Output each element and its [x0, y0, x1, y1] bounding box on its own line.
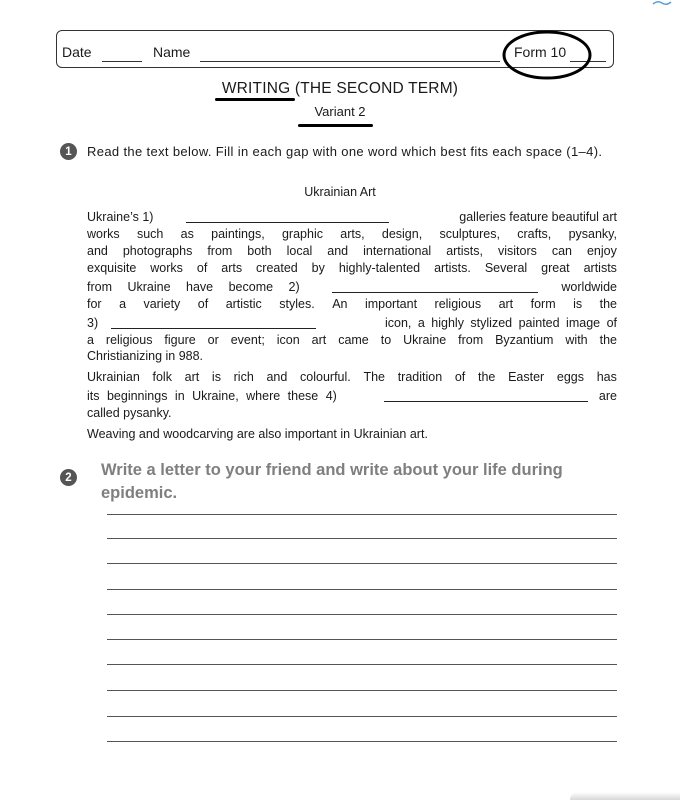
word: artistic [225, 297, 262, 311]
word: Ukrainian [87, 370, 140, 384]
variant-underline-annotation [298, 124, 373, 127]
date-label: Date [62, 44, 92, 60]
word: arts, [340, 227, 365, 241]
gap-2[interactable] [332, 281, 538, 293]
word: as [180, 227, 194, 241]
word: highly-talented [338, 261, 421, 275]
word: with [565, 333, 588, 347]
word: icon [276, 333, 300, 347]
word: for [87, 297, 102, 311]
word: artists. [434, 261, 471, 275]
task-2-instruction: Write a letter to your friend and write about your life during epidemic. [101, 461, 563, 502]
date-field[interactable] [102, 61, 142, 62]
word: of [454, 370, 466, 384]
text-line: called pysanky. [87, 406, 172, 420]
word: visitors [497, 244, 537, 258]
word: a [119, 297, 127, 311]
word: Several [484, 261, 528, 275]
writing-line[interactable] [107, 639, 617, 640]
text-line [87, 226, 617, 243]
word: art [184, 370, 200, 384]
word: religious [105, 333, 153, 347]
word: religious [434, 297, 482, 311]
word: the [599, 333, 617, 347]
form-label: Form 10 [514, 44, 567, 60]
text-title: Ukrainian Art [304, 185, 376, 199]
writing-line[interactable] [107, 514, 617, 515]
word: and [266, 370, 288, 384]
word: The [363, 370, 385, 384]
text-line [87, 243, 617, 260]
form-circle-annotation [501, 28, 593, 82]
word: Ukraine [403, 333, 447, 347]
gap-4[interactable] [384, 390, 588, 402]
text-line: 3) icon, a highly stylized painted image of [87, 316, 617, 330]
word: the [599, 297, 617, 311]
word: can [551, 244, 572, 258]
word: styles. [279, 297, 315, 311]
name-label: Name [153, 44, 191, 60]
writing-line[interactable] [107, 716, 617, 717]
page-title: WRITING (THE SECOND TERM) [221, 80, 459, 97]
word: to [380, 333, 392, 347]
name-field[interactable] [200, 61, 500, 62]
word: of [197, 297, 209, 311]
word: a [87, 333, 94, 347]
text-line: Christianizing in 988. [87, 349, 204, 363]
word: eggs [556, 370, 584, 384]
writing-line[interactable] [107, 690, 617, 691]
word: arts [221, 261, 243, 275]
page-curl-shadow [570, 792, 680, 800]
word: sculptures, [439, 227, 500, 241]
word: from [207, 244, 233, 258]
word: folk [152, 370, 172, 384]
word: Byzantium [495, 333, 554, 347]
word: works [150, 261, 183, 275]
word: is [573, 297, 583, 311]
word: colourful. [300, 370, 351, 384]
word: exquisite [87, 261, 137, 275]
word: artists [583, 261, 617, 275]
word: came [338, 333, 369, 347]
word: of [196, 261, 208, 275]
text-line: Weaving and woodcarving are also important in Ukrainian art. [87, 427, 428, 441]
word: art [311, 333, 327, 347]
word: from [458, 333, 484, 347]
text-line: its beginnings in Ukraine, where these 4) are [87, 389, 617, 403]
text-line [87, 296, 617, 313]
task-1-instruction: Read the text below. Fill in each gap with one word which best fits each space (1–4). [87, 144, 603, 159]
gap-3[interactable] [111, 317, 316, 329]
gap-1[interactable] [186, 211, 389, 223]
text-line: Ukraine’s 1) galleries feature beautiful art [87, 210, 617, 224]
word: variety [143, 297, 181, 311]
title-underline-annotation [215, 98, 295, 101]
word: is [211, 370, 221, 384]
task-2-badge: 2 [60, 469, 77, 486]
writing-line[interactable] [107, 563, 617, 564]
word: artists, [446, 244, 483, 258]
word: paintings, [211, 227, 265, 241]
word: by [311, 261, 325, 275]
word: and [87, 244, 108, 258]
variant-label: Variant 2 [314, 104, 366, 119]
word: has [596, 370, 617, 384]
word: or [207, 333, 219, 347]
writing-line[interactable] [107, 538, 617, 539]
text-line [87, 369, 617, 386]
word: such [136, 227, 164, 241]
writing-line[interactable] [107, 741, 617, 742]
word: rich [233, 370, 254, 384]
word: great [541, 261, 570, 275]
writing-line[interactable] [107, 664, 617, 665]
word: art [498, 297, 514, 311]
word: and [327, 244, 349, 258]
text-line [87, 260, 617, 277]
word: Easter [508, 370, 545, 384]
text-line: from Ukraine have become 2) worldwide [87, 280, 617, 294]
word: international [363, 244, 432, 258]
word: crafts, [517, 227, 552, 241]
word: works [87, 227, 120, 241]
word: figure [164, 333, 196, 347]
corner-decoration-icon [652, 0, 672, 6]
writing-line[interactable] [107, 614, 617, 615]
word: design, [381, 227, 423, 241]
word: both [247, 244, 272, 258]
word: event; [230, 333, 265, 347]
word: the [477, 370, 496, 384]
word: created [256, 261, 298, 275]
word: photographs [122, 244, 193, 258]
word: An [332, 297, 348, 311]
word: local [286, 244, 313, 258]
text-line [87, 332, 617, 349]
word: graphic [281, 227, 323, 241]
word: tradition [397, 370, 443, 384]
word: form [530, 297, 556, 311]
task-1-badge: 1 [60, 143, 77, 160]
word: important [364, 297, 418, 311]
word: enjoy [586, 244, 617, 258]
word: pysanky, [568, 227, 617, 241]
writing-line[interactable] [107, 589, 617, 590]
